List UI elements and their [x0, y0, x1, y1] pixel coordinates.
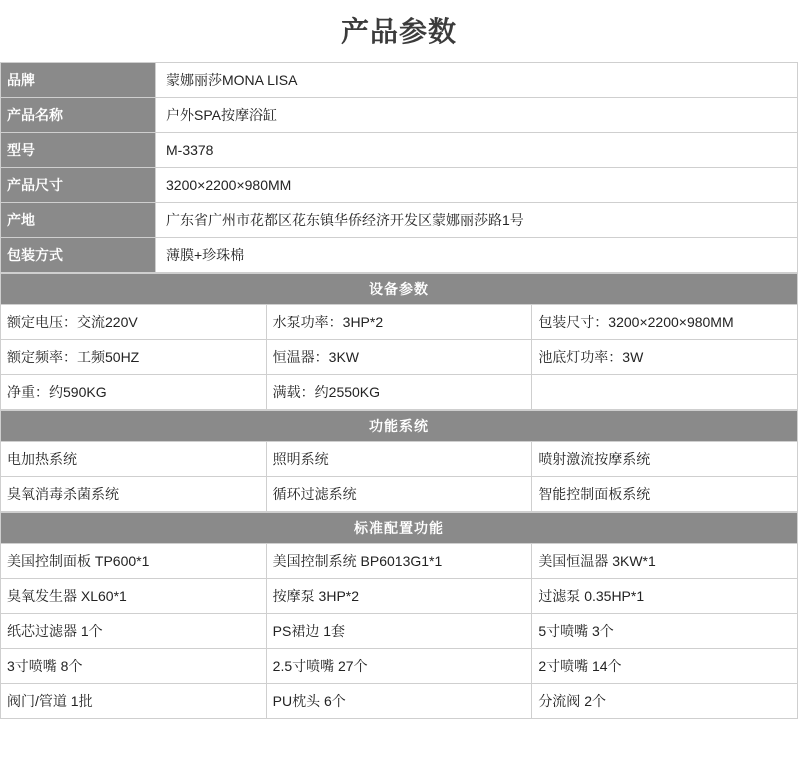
function-cell-0-2: 喷射激流按摩系统: [532, 442, 798, 477]
section-header-function: [1, 411, 798, 442]
row-label-product-name: 产品名称: [1, 98, 156, 133]
config-cell-4-1: PU枕头 6个: [266, 684, 532, 719]
table-row: [1, 203, 798, 238]
table-row: [1, 133, 798, 168]
config-cell-3-2: 2寸喷嘴 14个: [532, 649, 798, 684]
config-cell-2-0: 纸芯过滤器 1个: [1, 614, 267, 649]
config-cell-0-2: 美国恒温器 3KW*1: [532, 544, 798, 579]
equipment-cell-2-2: [532, 375, 798, 410]
function-cell-1-0: 臭氧消毒杀菌系统: [1, 477, 267, 512]
table-row: [1, 477, 798, 512]
table-row: [1, 614, 798, 649]
equipment-cell-1-1: 恒温器：3KW: [266, 340, 532, 375]
row-value-brand: 蒙娜丽莎MONA LISA: [156, 63, 798, 98]
function-cell-0-0: 电加热系统: [1, 442, 267, 477]
row-value-model: M-3378: [156, 133, 798, 168]
function-cell-0-1: 照明系统: [266, 442, 532, 477]
table-row: [1, 63, 798, 98]
row-value-origin: 广东省广州市花都区花东镇华侨经济开发区蒙娜丽莎路1号: [156, 203, 798, 238]
table-row: [1, 684, 798, 719]
config-cell-3-1: 2.5寸喷嘴 27个: [266, 649, 532, 684]
table-row: [1, 375, 798, 410]
row-value-size: 3200×2200×980MM: [156, 168, 798, 203]
section-header-equipment: [1, 274, 798, 305]
equipment-cell-1-2: 池底灯功率：3W: [532, 340, 798, 375]
equipment-cell-2-1: 满载：约2550KG: [266, 375, 532, 410]
equipment-cell-0-1: 水泵功率：3HP*2: [266, 305, 532, 340]
table-row: [1, 649, 798, 684]
config-cell-1-0: 臭氧发生器 XL60*1: [1, 579, 267, 614]
section-heading: 设备参数: [1, 274, 798, 305]
equipment-params-table: [0, 273, 798, 410]
config-cell-0-1: 美国控制系统 BP6013G1*1: [266, 544, 532, 579]
equipment-cell-0-2: 包装尺寸：3200×2200×980MM: [532, 305, 798, 340]
config-cell-1-1: 按摩泵 3HP*2: [266, 579, 532, 614]
row-value-packaging: 薄膜+珍珠棉: [156, 238, 798, 273]
function-cell-1-1: 循环过滤系统: [266, 477, 532, 512]
table-row: [1, 340, 798, 375]
equipment-cell-0-0: 额定电压：交流220V: [1, 305, 267, 340]
row-label-brand: 品牌: [1, 63, 156, 98]
table-row: [1, 544, 798, 579]
row-label-origin: 产地: [1, 203, 156, 238]
equipment-cell-2-0: 净重：约590KG: [1, 375, 267, 410]
config-cell-2-2: 5寸喷嘴 3个: [532, 614, 798, 649]
config-cell-1-2: 过滤泵 0.35HP*1: [532, 579, 798, 614]
table-row: [1, 168, 798, 203]
basic-info-table: [0, 62, 798, 273]
table-row: [1, 238, 798, 273]
row-label-size: 产品尺寸: [1, 168, 156, 203]
table-row: [1, 305, 798, 340]
config-cell-2-1: PS裙边 1套: [266, 614, 532, 649]
function-system-table: [0, 410, 798, 512]
function-cell-1-2: 智能控制面板系统: [532, 477, 798, 512]
section-heading: 标准配置功能: [1, 513, 798, 544]
config-cell-4-0: 阀门/管道 1批: [1, 684, 267, 719]
equipment-cell-1-0: 额定频率：工频50HZ: [1, 340, 267, 375]
table-row: [1, 98, 798, 133]
config-cell-0-0: 美国控制面板 TP600*1: [1, 544, 267, 579]
row-value-product-name: 户外SPA按摩浴缸: [156, 98, 798, 133]
standard-config-table: [0, 512, 798, 719]
row-label-model: 型号: [1, 133, 156, 168]
row-label-packaging: 包装方式: [1, 238, 156, 273]
section-header-standard-config: [1, 513, 798, 544]
section-heading: 功能系统: [1, 411, 798, 442]
table-row: [1, 579, 798, 614]
page-title: 产品参数: [340, 16, 457, 47]
config-cell-4-2: 分流阀 2个: [532, 684, 798, 719]
table-row: [1, 442, 798, 477]
config-cell-3-0: 3寸喷嘴 8个: [1, 649, 267, 684]
